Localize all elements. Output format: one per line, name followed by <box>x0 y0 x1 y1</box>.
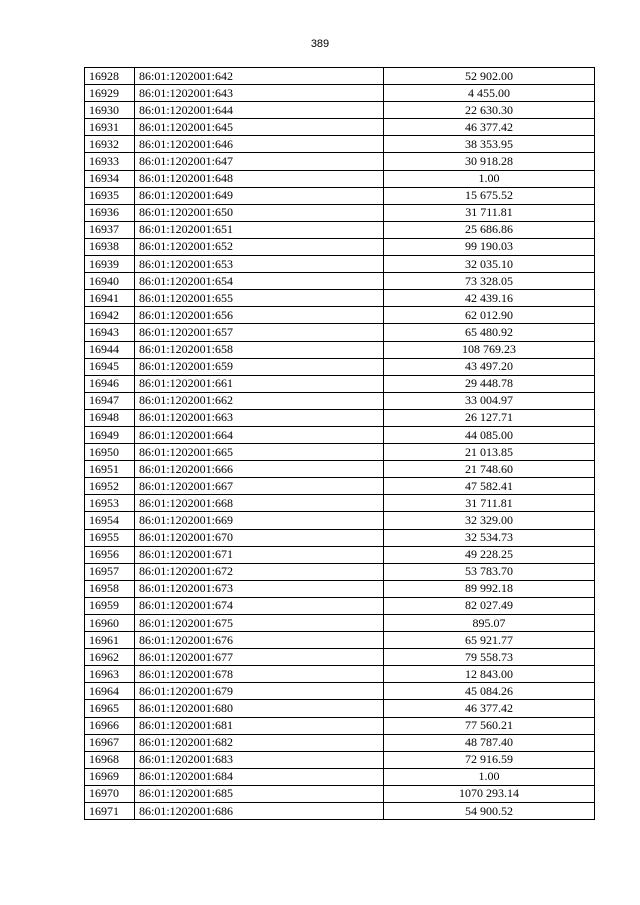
table-row <box>85 119 595 136</box>
cadastral-value-cell: 25 686.86 <box>384 221 595 238</box>
row-number-cell: 16933 <box>85 153 135 170</box>
cadastral-number-cell: 86:01:1202001:683 <box>135 751 384 768</box>
table-row <box>85 153 595 170</box>
row-number-cell: 16964 <box>85 683 135 700</box>
cadastral-number-cell: 86:01:1202001:649 <box>135 187 384 204</box>
table-row <box>85 85 595 102</box>
table-row <box>85 426 595 443</box>
cadastral-number-cell: 86:01:1202001:651 <box>135 221 384 238</box>
cadastral-number-cell: 86:01:1202001:654 <box>135 273 384 290</box>
cadastral-value-cell: 21 013.85 <box>384 444 595 461</box>
row-number-cell: 16936 <box>85 204 135 221</box>
cadastral-number-cell: 86:01:1202001:668 <box>135 495 384 512</box>
cadastral-number-cell: 86:01:1202001:682 <box>135 734 384 751</box>
row-number-cell: 16949 <box>85 426 135 443</box>
cadastral-value-cell: 45 084.26 <box>384 683 595 700</box>
cadastral-number-cell: 86:01:1202001:681 <box>135 717 384 734</box>
cadastral-value-cell: 47 582.41 <box>384 478 595 495</box>
cadastral-number-cell: 86:01:1202001:679 <box>135 683 384 700</box>
page-number: 389 <box>310 38 330 50</box>
cadastral-number-cell: 86:01:1202001:673 <box>135 580 384 597</box>
table-row <box>85 409 595 426</box>
table-row <box>85 803 595 820</box>
cadastral-number-cell: 86:01:1202001:659 <box>135 358 384 375</box>
row-number-cell: 16955 <box>85 529 135 546</box>
cadastral-number-cell: 86:01:1202001:670 <box>135 529 384 546</box>
table-row <box>85 68 595 85</box>
table-row <box>85 221 595 238</box>
cadastral-value-cell: 30 918.28 <box>384 153 595 170</box>
row-number-cell: 16941 <box>85 290 135 307</box>
cadastral-number-cell: 86:01:1202001:665 <box>135 444 384 461</box>
cadastral-number-cell: 86:01:1202001:686 <box>135 803 384 820</box>
cadastral-number-cell: 86:01:1202001:675 <box>135 615 384 632</box>
cadastral-value-cell: 52 902.00 <box>384 68 595 85</box>
cadastral-value-cell: 32 035.10 <box>384 256 595 273</box>
cadastral-value-cell: 12 843.00 <box>384 666 595 683</box>
row-number-cell: 16961 <box>85 632 135 649</box>
table-row <box>85 358 595 375</box>
cadastral-value-cell: 54 900.52 <box>384 803 595 820</box>
row-number-cell: 16932 <box>85 136 135 153</box>
cadastral-number-cell: 86:01:1202001:677 <box>135 649 384 666</box>
table-row <box>85 751 595 768</box>
cadastral-value-cell: 32 329.00 <box>384 512 595 529</box>
table-row <box>85 683 595 700</box>
row-number-cell: 16971 <box>85 803 135 820</box>
cadastral-number-cell: 86:01:1202001:669 <box>135 512 384 529</box>
row-number-cell: 16966 <box>85 717 135 734</box>
row-number-cell: 16931 <box>85 119 135 136</box>
table-row <box>85 529 595 546</box>
table-row <box>85 238 595 255</box>
cadastral-value-cell: 1.00 <box>384 170 595 187</box>
cadastral-number-cell: 86:01:1202001:680 <box>135 700 384 717</box>
cadastral-number-cell: 86:01:1202001:667 <box>135 478 384 495</box>
row-number-cell: 16957 <box>85 563 135 580</box>
cadastral-number-cell: 86:01:1202001:657 <box>135 324 384 341</box>
cadastral-number-cell: 86:01:1202001:658 <box>135 341 384 358</box>
cadastral-value-cell: 108 769.23 <box>384 341 595 358</box>
row-number-cell: 16943 <box>85 324 135 341</box>
cadastral-value-cell: 15 675.52 <box>384 187 595 204</box>
cadastral-value-cell: 31 711.81 <box>384 204 595 221</box>
cadastral-value-cell: 72 916.59 <box>384 751 595 768</box>
cadastral-value-cell: 46 377.42 <box>384 119 595 136</box>
cadastral-value-cell: 89 992.18 <box>384 580 595 597</box>
row-number-cell: 16937 <box>85 221 135 238</box>
cadastral-number-cell: 86:01:1202001:655 <box>135 290 384 307</box>
table-row <box>85 580 595 597</box>
row-number-cell: 16954 <box>85 512 135 529</box>
cadastral-number-cell: 86:01:1202001:652 <box>135 238 384 255</box>
table-body <box>85 68 595 820</box>
cadastral-number-cell: 86:01:1202001:642 <box>135 68 384 85</box>
table-row <box>85 392 595 409</box>
table-row <box>85 666 595 683</box>
table-row <box>85 444 595 461</box>
row-number-cell: 16947 <box>85 392 135 409</box>
cadastral-number-cell: 86:01:1202001:664 <box>135 426 384 443</box>
row-number-cell: 16960 <box>85 615 135 632</box>
row-number-cell: 16967 <box>85 734 135 751</box>
cadastral-number-cell: 86:01:1202001:648 <box>135 170 384 187</box>
cadastral-number-cell: 86:01:1202001:685 <box>135 785 384 802</box>
cadastral-value-table <box>84 67 595 820</box>
table-row <box>85 717 595 734</box>
cadastral-value-cell: 46 377.42 <box>384 700 595 717</box>
row-number-cell: 16930 <box>85 102 135 119</box>
row-number-cell: 16945 <box>85 358 135 375</box>
cadastral-number-cell: 86:01:1202001:647 <box>135 153 384 170</box>
row-number-cell: 16942 <box>85 307 135 324</box>
table-row <box>85 461 595 478</box>
row-number-cell: 16950 <box>85 444 135 461</box>
row-number-cell: 16953 <box>85 495 135 512</box>
table-row <box>85 632 595 649</box>
table-row <box>85 375 595 392</box>
cadastral-value-cell: 48 787.40 <box>384 734 595 751</box>
table-row <box>85 187 595 204</box>
row-number-cell: 16968 <box>85 751 135 768</box>
row-number-cell: 16958 <box>85 580 135 597</box>
cadastral-value-cell: 43 497.20 <box>384 358 595 375</box>
cadastral-number-cell: 86:01:1202001:653 <box>135 256 384 273</box>
cadastral-value-cell: 79 558.73 <box>384 649 595 666</box>
row-number-cell: 16940 <box>85 273 135 290</box>
row-number-cell: 16948 <box>85 409 135 426</box>
cadastral-number-cell: 86:01:1202001:671 <box>135 546 384 563</box>
row-number-cell: 16951 <box>85 461 135 478</box>
cadastral-number-cell: 86:01:1202001:644 <box>135 102 384 119</box>
row-number-cell: 16965 <box>85 700 135 717</box>
row-number-cell: 16938 <box>85 238 135 255</box>
row-number-cell: 16959 <box>85 597 135 614</box>
cadastral-number-cell: 86:01:1202001:661 <box>135 375 384 392</box>
row-number-cell: 16929 <box>85 85 135 102</box>
cadastral-number-cell: 86:01:1202001:662 <box>135 392 384 409</box>
cadastral-value-cell: 21 748.60 <box>384 461 595 478</box>
cadastral-value-cell: 65 921.77 <box>384 632 595 649</box>
cadastral-value-cell: 73 328.05 <box>384 273 595 290</box>
cadastral-number-cell: 86:01:1202001:672 <box>135 563 384 580</box>
cadastral-value-cell: 22 630.30 <box>384 102 595 119</box>
cadastral-value-cell: 4 455.00 <box>384 85 595 102</box>
cadastral-number-cell: 86:01:1202001:643 <box>135 85 384 102</box>
table-row <box>85 546 595 563</box>
cadastral-value-cell: 42 439.16 <box>384 290 595 307</box>
row-number-cell: 16969 <box>85 768 135 785</box>
cadastral-number-cell: 86:01:1202001:666 <box>135 461 384 478</box>
row-number-cell: 16934 <box>85 170 135 187</box>
row-number-cell: 16956 <box>85 546 135 563</box>
table-row <box>85 170 595 187</box>
table-row <box>85 307 595 324</box>
table-row <box>85 597 595 614</box>
cadastral-value-cell: 99 190.03 <box>384 238 595 255</box>
cadastral-value-cell: 895.07 <box>384 615 595 632</box>
cadastral-number-cell: 86:01:1202001:676 <box>135 632 384 649</box>
table-row <box>85 700 595 717</box>
cadastral-value-cell: 53 783.70 <box>384 563 595 580</box>
row-number-cell: 16944 <box>85 341 135 358</box>
table-row <box>85 341 595 358</box>
cadastral-number-cell: 86:01:1202001:650 <box>135 204 384 221</box>
table-row <box>85 563 595 580</box>
table-row <box>85 495 595 512</box>
table-row <box>85 273 595 290</box>
table-row <box>85 478 595 495</box>
cadastral-value-cell: 77 560.21 <box>384 717 595 734</box>
table-row <box>85 512 595 529</box>
cadastral-value-cell: 38 353.95 <box>384 136 595 153</box>
table-row <box>85 136 595 153</box>
cadastral-number-cell: 86:01:1202001:646 <box>135 136 384 153</box>
cadastral-value-cell: 49 228.25 <box>384 546 595 563</box>
row-number-cell: 16970 <box>85 785 135 802</box>
cadastral-value-cell: 62 012.90 <box>384 307 595 324</box>
cadastral-value-cell: 65 480.92 <box>384 324 595 341</box>
cadastral-value-cell: 33 004.97 <box>384 392 595 409</box>
table-row <box>85 785 595 802</box>
cadastral-value-cell: 31 711.81 <box>384 495 595 512</box>
cadastral-number-cell: 86:01:1202001:656 <box>135 307 384 324</box>
cadastral-number-cell: 86:01:1202001:684 <box>135 768 384 785</box>
cadastral-number-cell: 86:01:1202001:645 <box>135 119 384 136</box>
row-number-cell: 16952 <box>85 478 135 495</box>
row-number-cell: 16963 <box>85 666 135 683</box>
table-row <box>85 615 595 632</box>
table-row <box>85 256 595 273</box>
table-row <box>85 204 595 221</box>
cadastral-value-cell: 1.00 <box>384 768 595 785</box>
row-number-cell: 16939 <box>85 256 135 273</box>
cadastral-value-cell: 26 127.71 <box>384 409 595 426</box>
table-row <box>85 290 595 307</box>
table-row <box>85 649 595 666</box>
row-number-cell: 16946 <box>85 375 135 392</box>
table-row <box>85 734 595 751</box>
row-number-cell: 16928 <box>85 68 135 85</box>
row-number-cell: 16962 <box>85 649 135 666</box>
row-number-cell: 16935 <box>85 187 135 204</box>
cadastral-number-cell: 86:01:1202001:663 <box>135 409 384 426</box>
table-row <box>85 768 595 785</box>
cadastral-value-cell: 29 448.78 <box>384 375 595 392</box>
cadastral-number-cell: 86:01:1202001:678 <box>135 666 384 683</box>
cadastral-value-cell: 44 085.00 <box>384 426 595 443</box>
table-row <box>85 324 595 341</box>
cadastral-value-cell: 82 027.49 <box>384 597 595 614</box>
cadastral-number-cell: 86:01:1202001:674 <box>135 597 384 614</box>
cadastral-value-cell: 1070 293.14 <box>384 785 595 802</box>
cadastral-value-cell: 32 534.73 <box>384 529 595 546</box>
table-row <box>85 102 595 119</box>
